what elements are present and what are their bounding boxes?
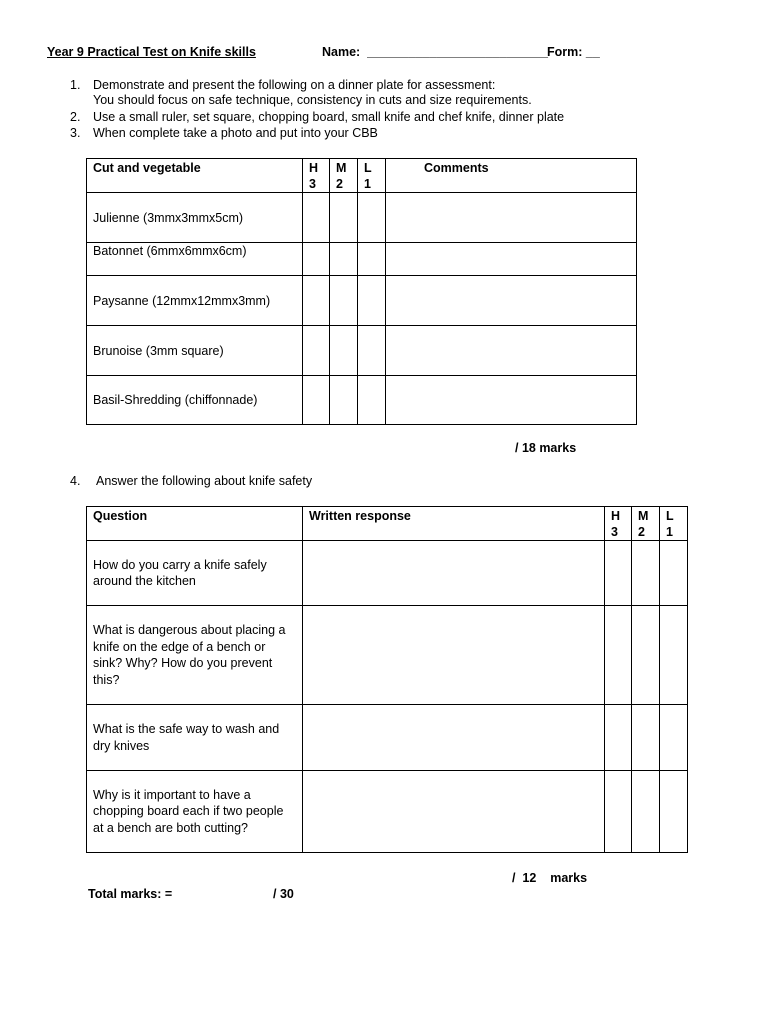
safety-table [86, 506, 688, 853]
name-blank: __________________________ [367, 45, 548, 59]
table-row [87, 276, 637, 326]
m-score-cell[interactable] [330, 326, 358, 376]
m-score-cell[interactable] [632, 541, 660, 606]
l-score-cell[interactable] [660, 705, 688, 771]
name-label: Name: [322, 45, 361, 59]
l-score-cell[interactable] [660, 541, 688, 606]
cuts-table [86, 158, 637, 425]
table-row [87, 243, 637, 276]
cut-cell: Julienne (3mmx3mmx5cm) [87, 193, 303, 243]
m-header: M 2 [632, 507, 660, 541]
l-score-cell[interactable] [660, 606, 688, 705]
response-cell[interactable] [303, 705, 605, 771]
h-score-cell[interactable] [303, 243, 330, 276]
l-header: L 1 [358, 159, 386, 193]
comments-cell[interactable] [386, 243, 637, 276]
comments-cell[interactable] [386, 193, 637, 243]
safety-header-row [87, 507, 688, 541]
page-title: Year 9 Practical Test on Knife skills [47, 45, 256, 59]
m-score-cell[interactable] [330, 376, 358, 425]
question-cell: What is the safe way to wash and dry knives [87, 705, 303, 771]
l-score-cell[interactable] [358, 376, 386, 425]
cuts-header-row [87, 159, 637, 193]
h-score-cell[interactable] [605, 705, 632, 771]
m-score-cell[interactable] [330, 276, 358, 326]
h-score-cell[interactable] [303, 276, 330, 326]
table-row [87, 606, 688, 705]
instruction-2: 2. Use a small ruler, set square, chopping board, small knife and chef knife, dinner plate [70, 110, 565, 124]
response-header: Written response [303, 507, 605, 541]
m-score-cell[interactable] [330, 193, 358, 243]
question-cell: How do you carry a knife safely around the kitchen [87, 541, 303, 606]
response-cell[interactable] [303, 606, 605, 705]
m-score-cell[interactable] [632, 705, 660, 771]
m-score-cell[interactable] [632, 606, 660, 705]
instruction-1-continuation: You should focus on safe technique, consistency in cuts and size requirements. [93, 93, 532, 107]
question-cell: What is dangerous about placing a knife on the edge of a bench or sink? Why? How do you prevent this? [87, 606, 303, 705]
name-field[interactable] [322, 45, 548, 59]
cut-header: Cut and vegetable [87, 159, 303, 193]
l-header: L 1 [660, 507, 688, 541]
cut-cell: Paysanne (12mmx12mmx3mm) [87, 276, 303, 326]
m-score-cell[interactable] [330, 243, 358, 276]
question-header: Question [87, 507, 303, 541]
cut-cell: Basil-Shredding (chiffonnade) [87, 376, 303, 425]
l-score-cell[interactable] [358, 326, 386, 376]
table-row [87, 326, 637, 376]
comments-cell[interactable] [386, 376, 637, 425]
m-score-cell[interactable] [632, 771, 660, 853]
l-score-cell[interactable] [358, 193, 386, 243]
h-score-cell[interactable] [605, 541, 632, 606]
question-4: 4. Answer the following about knife safety [70, 474, 313, 488]
h-score-cell[interactable] [605, 606, 632, 705]
table-row [87, 705, 688, 771]
h-score-cell[interactable] [303, 193, 330, 243]
h-score-cell[interactable] [303, 376, 330, 425]
total-label: Total marks: = [88, 887, 173, 901]
comments-header: Comments [386, 159, 637, 193]
table-row [87, 376, 637, 425]
instruction-1: 1. Demonstrate and present the following on a dinner plate for assessment: [70, 78, 496, 92]
table-row [87, 193, 637, 243]
h-header: H 3 [605, 507, 632, 541]
safety-marks: / 12 marks [512, 871, 588, 885]
cuts-marks: / 18 marks [515, 441, 577, 455]
h-score-cell[interactable] [303, 326, 330, 376]
comments-cell[interactable] [386, 276, 637, 326]
response-cell[interactable] [303, 541, 605, 606]
cut-cell: Brunoise (3mm square) [87, 326, 303, 376]
l-score-cell[interactable] [358, 276, 386, 326]
l-score-cell[interactable] [358, 243, 386, 276]
form-field[interactable]: Form: __ [547, 45, 600, 59]
table-row [87, 541, 688, 606]
question-cell: Why is it important to have a chopping board each if two people at a bench are both cutting? [87, 771, 303, 853]
l-score-cell[interactable] [660, 771, 688, 853]
response-cell[interactable] [303, 771, 605, 853]
table-row [87, 771, 688, 853]
cut-cell: Batonnet (6mmx6mmx6cm) [87, 243, 303, 276]
total-value: / 30 [273, 887, 294, 901]
comments-cell[interactable] [386, 326, 637, 376]
instruction-3: 3. When complete take a photo and put into your CBB [70, 126, 378, 140]
h-header: H 3 [303, 159, 330, 193]
m-header: M 2 [330, 159, 358, 193]
h-score-cell[interactable] [605, 771, 632, 853]
